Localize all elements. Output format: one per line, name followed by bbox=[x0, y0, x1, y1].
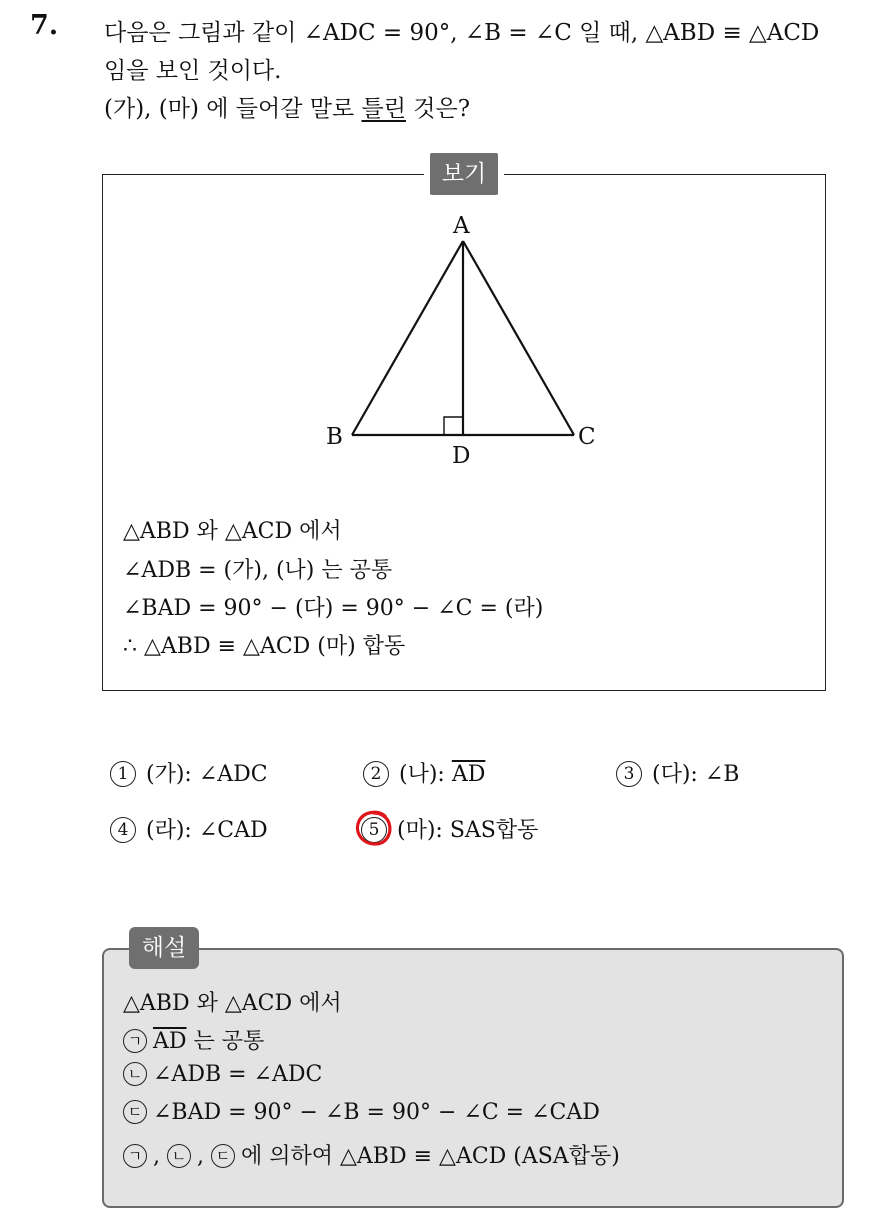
circled-mark: ㄷ bbox=[123, 1100, 147, 1124]
proof-line: ∠BAD = 90° − (다) = 90° − ∠C = (라) bbox=[123, 596, 544, 621]
bogi-tag: 보기 bbox=[430, 153, 498, 195]
label-c: C bbox=[578, 424, 596, 450]
choice-3[interactable] bbox=[616, 757, 739, 788]
choice-4[interactable] bbox=[110, 813, 268, 844]
segment-ad: $\overline{AD}$ bbox=[153, 1029, 187, 1054]
choice-number: 5 bbox=[361, 817, 387, 843]
proof-line: ∴ △ABD ≡ △ACD (마) 합동 bbox=[123, 634, 406, 659]
label-b: B bbox=[326, 424, 343, 450]
question-text-line3-post: 것은? bbox=[405, 96, 471, 122]
circled-mark: ㄴ bbox=[167, 1144, 191, 1168]
choice-1[interactable] bbox=[110, 757, 268, 788]
question-text-line1: 다음은 그림과 같이 ∠ADC = 90°, ∠B = ∠C 일 때, △ABD ≡ △ACD bbox=[104, 20, 820, 46]
triangle-figure bbox=[320, 206, 610, 471]
haeseol-line1: △ABD 와 △ACD 에서 bbox=[123, 991, 342, 1016]
choice-number: 2 bbox=[363, 761, 389, 787]
haeseol-line4-text: ∠BAD = 90° − ∠B = 90° − ∠C = ∠CAD bbox=[153, 1100, 600, 1125]
answer-circle-stroke bbox=[357, 812, 389, 844]
circled-mark: ㄷ bbox=[211, 1144, 235, 1168]
haeseol-line3-text: ∠ADB = ∠ADC bbox=[153, 1062, 323, 1087]
choice-number: 1 bbox=[110, 761, 136, 787]
haeseol-line4 bbox=[123, 1100, 600, 1125]
haeseol-line2-text: 는 공통 bbox=[186, 1029, 265, 1054]
choice-number: 4 bbox=[110, 817, 136, 843]
circled-mark: ㄴ bbox=[123, 1062, 147, 1086]
choice-label: (라): ∠CAD bbox=[146, 818, 268, 843]
question-text-line2: 임을 보인 것이다. bbox=[104, 58, 282, 84]
haeseol-line3 bbox=[123, 1062, 322, 1087]
question-underlined-word: 틀린 bbox=[361, 96, 406, 122]
proof-line: ∠ADB = (가), (나) 는 공통 bbox=[123, 558, 393, 583]
choice-2[interactable] bbox=[363, 757, 485, 788]
haeseol-line5 bbox=[123, 1139, 620, 1170]
haeseol-line2 bbox=[123, 1024, 264, 1055]
question-text-line3-pre: (가), (마) 에 들어갈 말로 bbox=[104, 96, 362, 122]
choice-number: 3 bbox=[616, 761, 642, 787]
choice-label: (마): SAS합동 bbox=[397, 818, 539, 843]
answer-circle-mark bbox=[354, 808, 394, 848]
question-number: 7. bbox=[30, 10, 59, 41]
right-angle-mark bbox=[444, 417, 463, 435]
circled-mark: ㄱ bbox=[123, 1144, 147, 1168]
label-d: D bbox=[452, 443, 471, 469]
circled-mark: ㄱ bbox=[123, 1029, 147, 1053]
side-ab bbox=[352, 241, 463, 435]
side-ac bbox=[463, 241, 574, 435]
choice-label: (가): ∠ADC bbox=[146, 762, 268, 787]
question-text-line3 bbox=[104, 90, 470, 123]
choice-label: (다): ∠B bbox=[652, 762, 740, 787]
segment-ad: $\overline{AD}$ bbox=[451, 762, 486, 787]
comma: , bbox=[197, 1144, 211, 1169]
choice-label: (나): bbox=[399, 762, 452, 787]
comma: , bbox=[153, 1144, 167, 1169]
haeseol-tag: 해설 bbox=[129, 927, 199, 969]
proof-line: △ABD 와 △ACD 에서 bbox=[123, 519, 342, 544]
label-a: A bbox=[453, 213, 470, 239]
haeseol-line5-text: 에 의하여 △ABD ≡ △ACD (ASA합동) bbox=[241, 1144, 620, 1169]
